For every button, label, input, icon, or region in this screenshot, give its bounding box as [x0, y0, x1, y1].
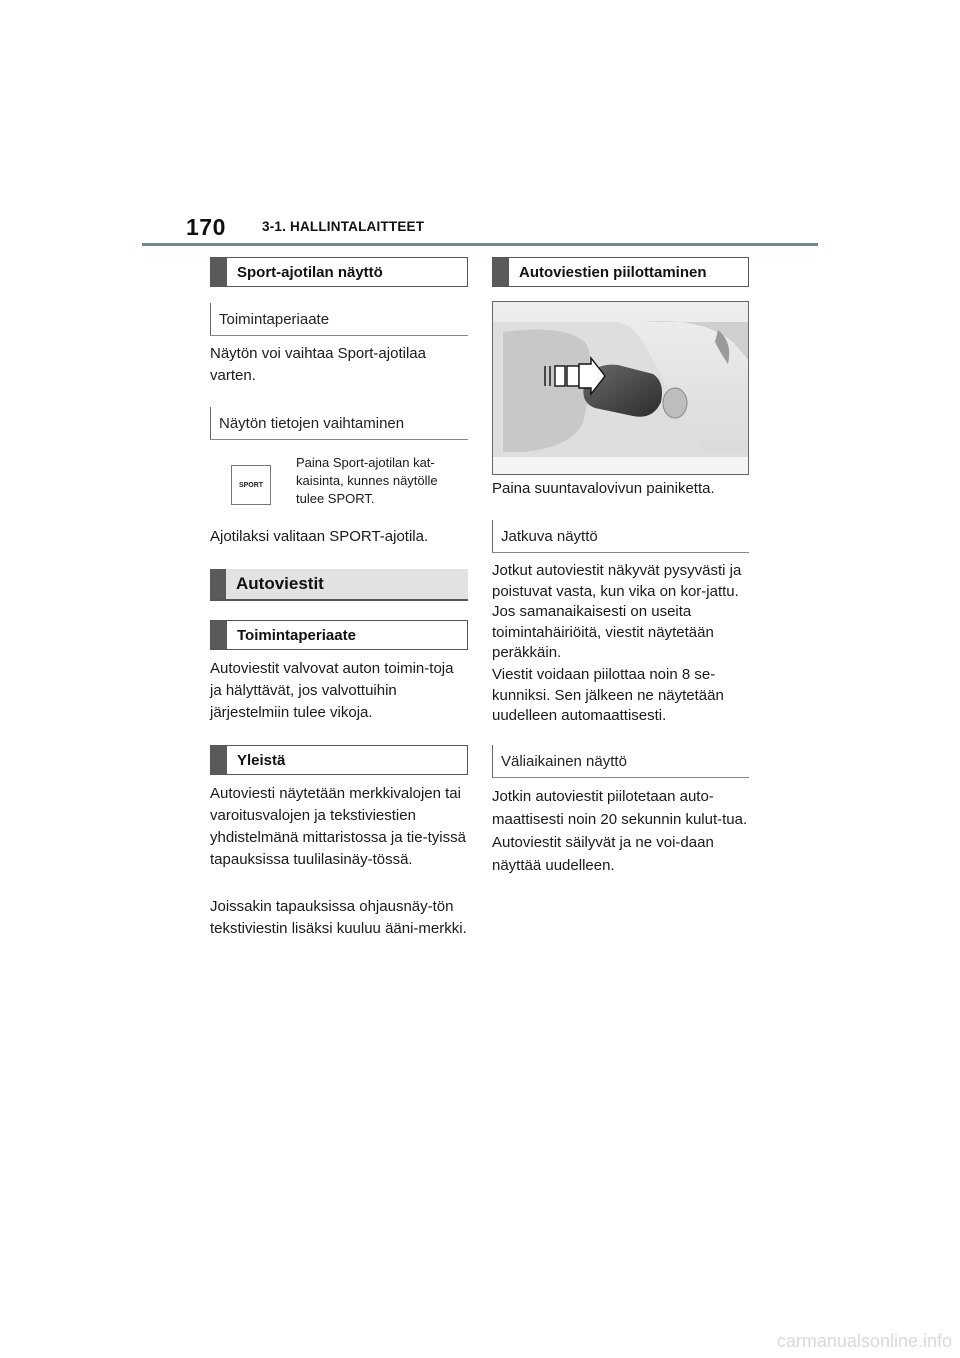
page-number: 170	[186, 214, 226, 240]
paragraph-principle: Näytön voi vaihtaa Sport-ajotilaa varten.	[210, 345, 426, 384]
sport-icon-label: SPORT	[238, 481, 264, 489]
subheading-change-info: Näytön tietojen vaihtaminen	[210, 407, 468, 440]
section-heading-principle	[210, 620, 468, 650]
heading-label: Yleistä	[237, 751, 286, 769]
section-heading-general	[210, 745, 468, 775]
section-heading-sport-display	[210, 257, 468, 287]
sport-button-instruction: Paina Sport-ajotilan kat-kaisinta, kunnes näytölle tulee SPORT.	[296, 455, 438, 506]
heading-label: Autoviestien piilottaminen	[519, 263, 707, 281]
heading-marker	[211, 746, 227, 774]
subheading-continuous-display: Jatkuva näyttö	[492, 520, 749, 553]
heading-label: Toimintaperiaate	[237, 626, 356, 644]
paragraph-general-1: Autoviesti näytetään merkkivalojen tai varoitusvalojen ja tekstiviestien yhdistelmänä mittaristossa ja tie-tyissä tapauksissa tuulilasinäy-tössä.	[210, 785, 466, 868]
paragraph-drive-mode: Ajotilaksi valitaan SPORT-ajotila.	[210, 528, 429, 545]
footer-watermark: carmanualsonline.info	[776, 1331, 952, 1351]
subheading-temporary-display: Väliaikainen näyttö	[492, 745, 749, 778]
paragraph-temporary: Jotkin autoviestit piilotetaan auto-maattisesti noin 20 sekunnin kulut-tua. Autoviestit säilyvät ja ne voi-daan näyttää uudelleen.	[492, 788, 748, 874]
lever-drawing	[493, 302, 749, 475]
sport-button-icon	[231, 465, 271, 505]
turn-signal-lever-illustration	[492, 301, 749, 475]
heading-marker	[210, 569, 226, 599]
heading-marker	[211, 621, 227, 649]
header-divider	[142, 243, 818, 246]
heading-label: Sport-ajotilan näyttö	[237, 263, 383, 281]
paragraph-continuous-1: Jotkut autoviestit näkyvät pysyvästi ja poistuvat vasta, kun vika on kor-jattu. Jos samanaikaisesti on useita toimintahäiriöitä, viestit näytetään peräkkäin.	[492, 562, 742, 661]
heading-marker	[211, 258, 227, 286]
paragraph-general-2: Joissakin tapauksissa ohjausnäy-tön tekstiviestin lisäksi kuuluu ääni-merkki.	[210, 898, 467, 937]
chapter-title: 3-1. HALLINTALAITTEET	[262, 219, 425, 234]
heading-label: Autoviestit	[236, 574, 324, 593]
subheading-principle: Toimintaperiaate	[210, 303, 468, 336]
heading-marker	[493, 258, 509, 286]
paragraph-continuous-2: Viestit voidaan piilottaa noin 8 se-kunniksi. Sen jälkeen ne näytetään uudelleen automaattisesti.	[492, 666, 724, 724]
figure-caption: Paina suuntavalovivun painiketta.	[492, 480, 715, 497]
section-heading-hide-messages	[492, 257, 749, 287]
section-heading-car-messages	[210, 569, 468, 601]
paragraph-car-messages-principle: Autoviestit valvovat auton toimin-toja ja hälyttävät, jos valvottuihin järjestelmiin tulee vikoja.	[210, 660, 454, 721]
